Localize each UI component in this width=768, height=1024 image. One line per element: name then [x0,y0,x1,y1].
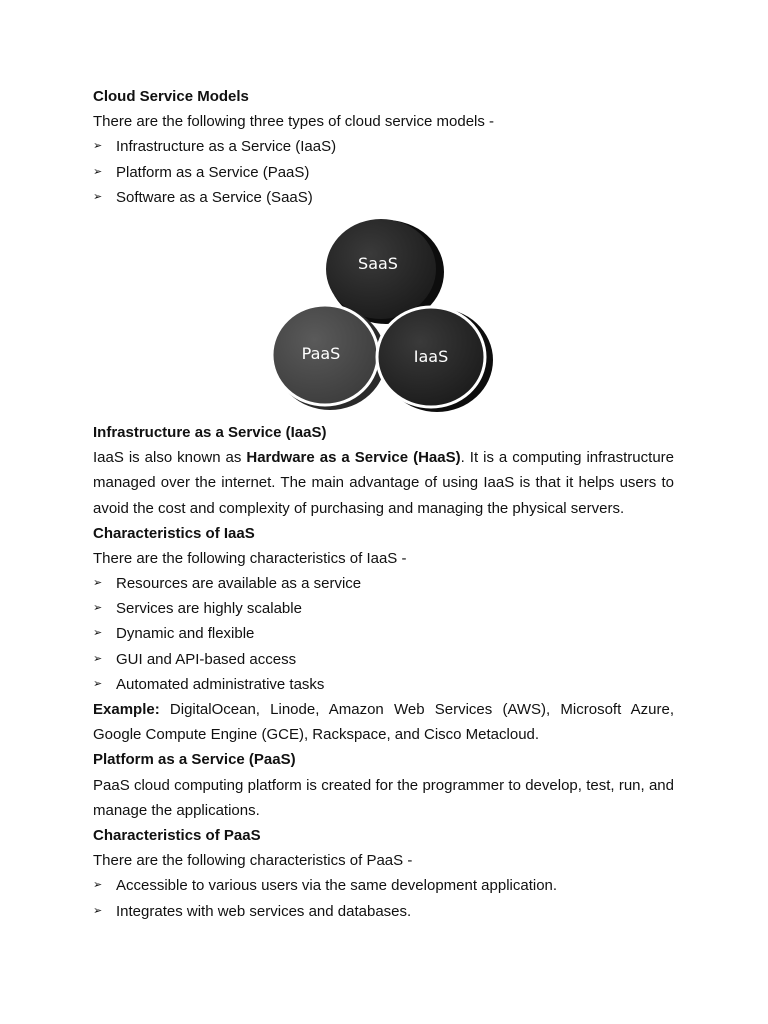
list-item: ➢ Software as a Service (SaaS) [93,185,674,210]
heading-cloud-service-models: Cloud Service Models [93,88,249,105]
cloud-models-diagram [93,210,674,420]
arrow-bullet-icon: ➢ [93,140,103,153]
heading-characteristics-iaas: Characteristics of IaaS [93,524,255,542]
iaas-example: Example: DigitalOcean, Linode, Amazon Web Services (AWS), Microsoft Azure, Google Compute Engine (GCE), Rackspace, and Cisco Metacloud. [93,701,674,744]
intro-text: There are the following three types of cloud service models - [93,113,495,131]
list-item: ➢ GUI and API-based access [93,647,674,672]
document-page [93,84,674,924]
paas-label: PaaS [301,343,341,363]
service-model-circles [273,214,498,414]
arrow-bullet-icon: ➢ [93,904,103,917]
list-item: ➢ Resources are available as a service [93,571,674,596]
list-item: ➢ Dynamic and flexible [93,621,674,646]
heading-iaas: Infrastructure as a Service (IaaS) [93,423,327,441]
paas-paragraph: PaaS cloud computing platform is created for the programmer to develop, test, run, and manage the applications. [93,776,674,819]
list-item: ➢ Platform as a Service (PaaS) [93,160,674,185]
iaas-label: IaaS [413,346,449,366]
paas-char-intro: There are the following characteristics of PaaS - [93,852,413,870]
list-item: ➢ Accessible to various users via the same development application. [93,873,674,898]
list-item: ➢ Automated administrative tasks [93,672,674,697]
iaas-char-intro: There are the following characteristics of IaaS - [93,549,407,567]
arrow-bullet-icon: ➢ [93,577,103,590]
arrow-bullet-icon: ➢ [93,652,103,665]
arrow-bullet-icon: ➢ [93,879,103,892]
list-item: ➢ Integrates with web services and databases. [93,899,674,924]
list-item: ➢ Services are highly scalable [93,596,674,621]
arrow-bullet-icon: ➢ [93,190,103,203]
iaas-paragraph: IaaS is also known as Hardware as a Service (HaaS). It is a computing infrastructure managed over the internet. The main advantage of using IaaS is that it helps users to avoid the cost and complexity of purchasing and managing the physical servers. [93,449,674,517]
arrow-bullet-icon: ➢ [93,627,103,640]
arrow-bullet-icon: ➢ [93,165,103,178]
saas-label: SaaS [358,253,398,273]
arrow-bullet-icon: ➢ [93,677,103,690]
list-item: ➢ Infrastructure as a Service (IaaS) [93,134,674,159]
heading-characteristics-paas: Characteristics of PaaS [93,827,261,845]
heading-paas: Platform as a Service (PaaS) [93,751,296,769]
arrow-bullet-icon: ➢ [93,602,103,615]
